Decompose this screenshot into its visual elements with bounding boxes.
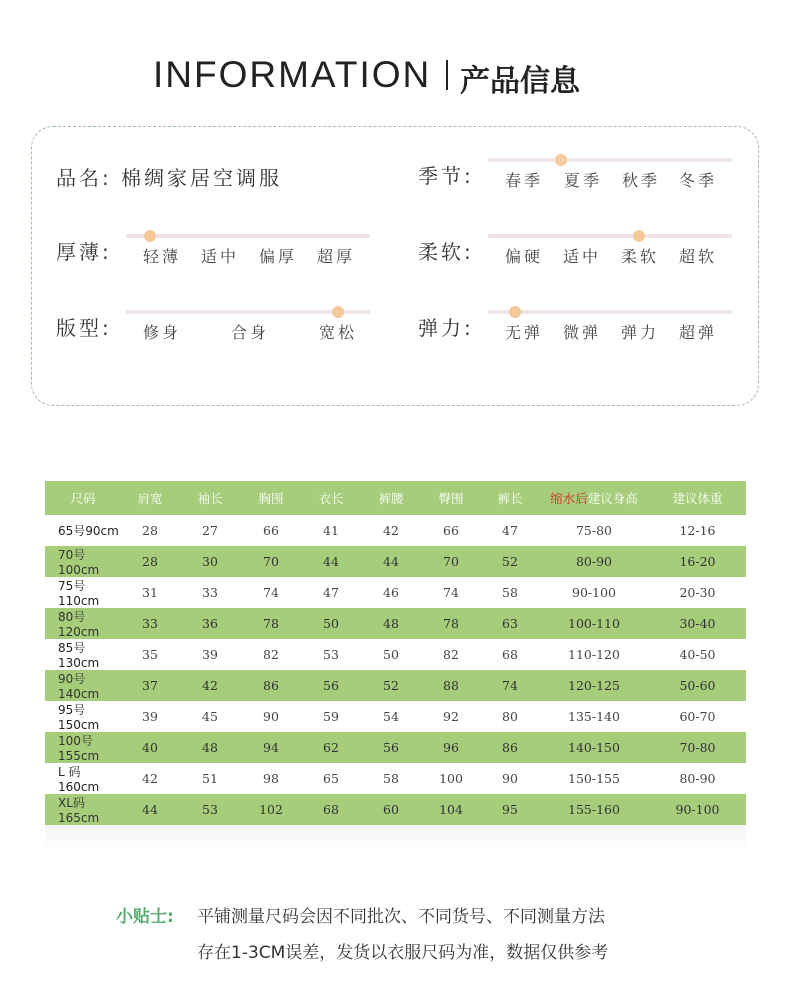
table-cell: 82 xyxy=(263,646,279,662)
elasticity-label: 弹力: xyxy=(418,316,474,340)
size-chart-header-row xyxy=(45,481,746,515)
table-cell: 30-40 xyxy=(649,608,746,639)
table-cell: 50-60 xyxy=(649,670,746,701)
header-shoulder: 肩宽 xyxy=(121,481,179,515)
table-cell: 58 xyxy=(383,770,399,786)
table-cell: 86 xyxy=(241,670,301,701)
table-cell: 80 xyxy=(502,708,518,724)
table-cell: 50 xyxy=(301,608,361,639)
table-cell: 31 xyxy=(142,584,158,600)
product-name-value: 棉绸家居空调服 xyxy=(121,166,282,190)
elasticity-slider-indicator xyxy=(509,306,521,318)
table-cell: 70 xyxy=(421,546,481,577)
table-cell: 80-90 xyxy=(539,546,649,577)
size-cell: 95号150cm xyxy=(58,702,100,732)
softness-option-extra-soft: 超软 xyxy=(678,247,718,266)
table-cell: 70-80 xyxy=(649,732,746,763)
header-sleeve: 袖长 xyxy=(179,481,241,515)
size-cell: 85号130cm xyxy=(58,640,100,670)
header-waist: 裤腰 xyxy=(361,481,421,515)
thickness-slider-track xyxy=(126,234,370,238)
table-cell: 47 xyxy=(502,522,518,538)
table-cell: 75-80 xyxy=(575,522,613,538)
table-cell: 68 xyxy=(502,646,518,662)
table-cell: 51 xyxy=(202,770,218,786)
table-cell: 60 xyxy=(361,794,421,825)
size-cell: XL码165cm xyxy=(45,794,121,825)
table-cell: 12-16 xyxy=(679,522,716,538)
table-row xyxy=(45,794,746,825)
table-row xyxy=(45,639,746,670)
table-row xyxy=(45,670,746,701)
size-cell: 90号140cm xyxy=(45,670,121,701)
table-cell: 41 xyxy=(323,522,339,538)
header-chest: 胸围 xyxy=(241,481,301,515)
tips-label: 小贴士: xyxy=(116,907,174,927)
softness-option-soft: 柔软 xyxy=(620,247,660,266)
fit-option-loose: 宽松 xyxy=(318,323,358,342)
thickness-label: 厚薄: xyxy=(56,240,112,264)
table-cell: 82 xyxy=(443,646,459,662)
table-row xyxy=(45,763,746,794)
product-name-label: 品名: xyxy=(56,166,112,190)
table-cell: 150-155 xyxy=(568,770,620,786)
table-cell: 46 xyxy=(383,584,399,600)
softness-label: 柔软: xyxy=(418,240,474,264)
table-cell: 90-100 xyxy=(649,794,746,825)
table-cell: 20-30 xyxy=(679,584,716,600)
table-cell: 86 xyxy=(481,732,539,763)
table-row xyxy=(45,546,746,577)
table-cell: 33 xyxy=(121,608,179,639)
table-cell: 135-140 xyxy=(568,708,620,724)
table-cell: 68 xyxy=(301,794,361,825)
thickness-slider xyxy=(126,234,370,264)
table-cell: 94 xyxy=(241,732,301,763)
table-cell: 52 xyxy=(481,546,539,577)
table-cell: 96 xyxy=(421,732,481,763)
table-cell: 78 xyxy=(241,608,301,639)
table-cell: 56 xyxy=(361,732,421,763)
table-cell: 56 xyxy=(301,670,361,701)
table-cell: 88 xyxy=(421,670,481,701)
table-cell: 50 xyxy=(383,646,399,662)
table-cell: 90-100 xyxy=(572,584,616,600)
table-cell: 42 xyxy=(179,670,241,701)
header-height-rest: 建议身高 xyxy=(587,491,638,506)
season-option-spring: 春季 xyxy=(504,171,544,190)
table-cell: 59 xyxy=(323,708,339,724)
table-cell: 78 xyxy=(421,608,481,639)
tips-line-1: 平铺测量尺码会因不同批次、不同货号、不同测量方法 xyxy=(197,907,605,927)
table-cell: 44 xyxy=(361,546,421,577)
table-cell: 39 xyxy=(142,708,158,724)
title-english: INFORMATION xyxy=(153,54,432,95)
season-slider-track xyxy=(488,158,732,162)
table-cell: 28 xyxy=(121,546,179,577)
table-cell: 53 xyxy=(323,646,339,662)
table-cell: 39 xyxy=(202,646,218,662)
table-cell: 35 xyxy=(142,646,158,662)
table-cell: 104 xyxy=(421,794,481,825)
table-cell: 66 xyxy=(263,522,279,538)
table-cell: 95 xyxy=(481,794,539,825)
table-row xyxy=(45,701,746,732)
table-cell: 54 xyxy=(383,708,399,724)
softness-slider-indicator xyxy=(633,230,645,242)
table-cell: 36 xyxy=(179,608,241,639)
size-cell: L 码 160cm xyxy=(58,764,100,794)
table-cell: 44 xyxy=(121,794,179,825)
fit-slider-indicator xyxy=(332,306,344,318)
table-cell: 52 xyxy=(361,670,421,701)
table-cell: 98 xyxy=(263,770,279,786)
thickness-option-medium: 适中 xyxy=(200,247,240,266)
table-cell: 80-90 xyxy=(679,770,716,786)
size-chart-body xyxy=(45,515,746,825)
table-cell: 70 xyxy=(241,546,301,577)
title-divider xyxy=(446,60,448,90)
table-cell: 53 xyxy=(179,794,241,825)
table-cell: 62 xyxy=(301,732,361,763)
fit-option-slim: 修身 xyxy=(142,323,182,342)
size-cell: 80号120cm xyxy=(45,608,121,639)
table-cell: 120-125 xyxy=(539,670,649,701)
table-cell: 90 xyxy=(263,708,279,724)
table-row xyxy=(45,732,746,763)
header-hip: 臀围 xyxy=(421,481,481,515)
season-option-autumn: 秋季 xyxy=(621,171,661,190)
table-cell: 60-70 xyxy=(679,708,716,724)
size-chart-table xyxy=(45,481,746,825)
season-slider xyxy=(488,158,732,188)
thickness-option-thin: 轻薄 xyxy=(142,247,182,266)
season-label: 季节: xyxy=(418,164,474,188)
table-cell: 42 xyxy=(142,770,158,786)
table-cell: 40 xyxy=(121,732,179,763)
table-cell: 48 xyxy=(361,608,421,639)
table-cell: 42 xyxy=(383,522,399,538)
elasticity-option-stretch: 弹力 xyxy=(620,323,660,342)
fit-option-regular: 合身 xyxy=(230,323,270,342)
tips-line-2: 存在1-3CM误差，发货以衣服尺码为准，数据仅供参考 xyxy=(197,943,609,963)
table-row xyxy=(45,515,746,546)
table-cell: 110-120 xyxy=(568,646,620,662)
softness-option-stiff: 偏硬 xyxy=(504,247,544,266)
table-cell: 100 xyxy=(439,770,463,786)
table-cell: 30 xyxy=(179,546,241,577)
softness-option-medium: 适中 xyxy=(562,247,602,266)
table-shadow xyxy=(45,825,746,853)
softness-slider xyxy=(488,234,732,264)
table-cell: 37 xyxy=(121,670,179,701)
table-cell: 27 xyxy=(202,522,218,538)
header-weight: 建议体重 xyxy=(649,481,746,515)
fit-slider xyxy=(126,310,370,340)
table-cell: 40-50 xyxy=(679,646,716,662)
table-row xyxy=(45,577,746,608)
header-pant-length: 裤长 xyxy=(481,481,539,515)
thickness-option-thick: 偏厚 xyxy=(258,247,298,266)
table-cell: 16-20 xyxy=(649,546,746,577)
table-cell: 102 xyxy=(241,794,301,825)
size-cell: 100号155cm xyxy=(45,732,121,763)
table-cell: 74 xyxy=(263,584,279,600)
table-cell: 44 xyxy=(301,546,361,577)
table-cell: 74 xyxy=(443,584,459,600)
header-height-highlight: 缩水后 xyxy=(550,491,588,506)
header-length: 衣长 xyxy=(301,481,361,515)
elasticity-option-super: 超弹 xyxy=(678,323,718,342)
elasticity-option-none: 无弹 xyxy=(504,323,544,342)
softness-slider-track xyxy=(488,234,732,238)
elasticity-slider xyxy=(488,310,732,340)
size-cell: 65号90cm xyxy=(58,523,119,538)
table-cell: 58 xyxy=(502,584,518,600)
table-cell: 140-150 xyxy=(539,732,649,763)
table-cell: 92 xyxy=(443,708,459,724)
table-cell: 45 xyxy=(202,708,218,724)
season-option-summer: 夏季 xyxy=(563,171,603,190)
table-cell: 65 xyxy=(323,770,339,786)
table-cell: 100-110 xyxy=(539,608,649,639)
season-slider-indicator xyxy=(555,154,567,166)
season-option-winter: 冬季 xyxy=(678,171,718,190)
table-cell: 33 xyxy=(202,584,218,600)
size-cell: 70号100cm xyxy=(45,546,121,577)
header-height xyxy=(539,481,649,515)
size-cell: 75号110cm xyxy=(58,578,100,608)
thickness-option-extra-thick: 超厚 xyxy=(316,247,356,266)
table-cell: 47 xyxy=(323,584,339,600)
table-cell: 63 xyxy=(481,608,539,639)
table-cell: 66 xyxy=(443,522,459,538)
page-header xyxy=(0,52,790,99)
table-row xyxy=(45,608,746,639)
table-cell: 28 xyxy=(142,522,158,538)
thickness-slider-indicator xyxy=(144,230,156,242)
elasticity-option-slight: 微弹 xyxy=(562,323,602,342)
table-cell: 74 xyxy=(481,670,539,701)
table-cell: 90 xyxy=(502,770,518,786)
table-cell: 48 xyxy=(179,732,241,763)
header-size: 尺码 xyxy=(45,481,121,515)
table-cell: 155-160 xyxy=(539,794,649,825)
elasticity-slider-track xyxy=(488,310,732,314)
title-chinese: 产品信息 xyxy=(460,64,580,99)
fit-label: 版型: xyxy=(56,316,112,340)
